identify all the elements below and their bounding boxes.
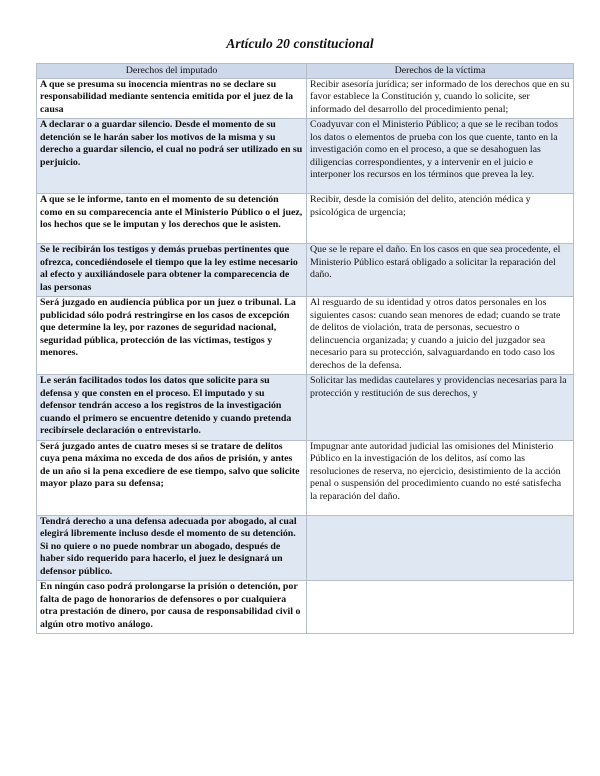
imputado-right-cell: Se le recibirán los testigos y demás pruebas pertinentes que ofrezca, concediéndosele el tiempo que la ley estime necesario al efecto y auxiliándosele para obtener la comparecencia de las personas <box>37 244 307 297</box>
table-row <box>37 297 574 375</box>
victima-right-cell <box>307 581 574 634</box>
imputado-right-cell: Tendrá derecho a una defensa adecuada por abogado, al cual elegirá libremente incluso desde el momento de su detención. Si no quiere o no puede nombrar un abogado, después de haber sido requerido para hacerlo, el juez le designará un defensor público. <box>37 515 307 581</box>
table-header-row <box>37 64 574 79</box>
document-title: Artículo 20 constitucional <box>226 36 374 51</box>
header-imputado: Derechos del imputado <box>37 64 307 79</box>
victima-right-cell: Recibir, desde la comisión del delito, atención médica y psicológica de urgencia; <box>307 194 574 244</box>
victima-right-cell: Que se le repare el daño. En los casos en que sea procedente, el Ministerio Público estará obligado a solicitar la reparación del daño. <box>307 244 574 297</box>
victima-right-cell: Coadyuvar con el Ministerio Público; a que se le reciban todos los datos o elementos de prueba con los que cuente, tanto en la investigación como en el proceso, a que se desahoguen las diligencias correspondientes, y a intervenir en el juicio e interponer los recursos en los términos que prevea la ley. <box>307 119 574 194</box>
imputado-right-cell: A declarar o a guardar silencio. Desde el momento de su detención se le harán saber los motivos de la misma y su derecho a guardar silencio, el cual no podrá ser utilizado en su perjuicio. <box>37 119 307 194</box>
imputado-right-cell: En ningún caso podrá prolongarse la prisión o detención, por falta de pago de honorarios de defensores o por cualquiera otra prestación de dinero, por causa de responsabilidad civil o algún otro motivo análogo. <box>37 581 307 634</box>
victima-right-cell: Solicitar las medidas cautelares y providencias necesarias para la protección y restitución de sus derechos, y <box>307 375 574 441</box>
imputado-right-cell: Será juzgado antes de cuatro meses si se tratare de delitos cuya pena máxima no exceda de dos años de prisión, y antes de un año si la pena excediere de ese tiempo, salvo que solicite mayor plazo para su defensa; <box>37 440 307 515</box>
imputado-right-cell: A que se presuma su inocencia mientras no se declare su responsabilidad mediante sentencia emitida por el juez de la causa <box>37 78 307 119</box>
imputado-right-cell: Le serán facilitados todos los datos que solicite para su defensa y que consten en el proceso. El imputado y su defensor tendrán acceso a los registros de la investigación cuando el primero se encuentre detenido y cuando pretenda recibírsele declaración o entrevistarlo. <box>37 375 307 441</box>
table-row <box>37 515 574 581</box>
victima-right-cell: Recibir asesoría jurídica; ser informado de los derechos que en su favor establece la Constitución y, cuando lo solicite, ser informado del desarrollo del procedimiento penal; <box>307 78 574 119</box>
rights-table <box>36 63 574 634</box>
victima-right-cell <box>307 515 574 581</box>
header-victima: Derechos de la víctima <box>307 64 574 79</box>
table-row <box>37 194 574 244</box>
imputado-right-cell: Será juzgado en audiencia pública por un juez o tribunal. La publicidad sólo podrá restringirse en los casos de excepción que determine la ley, por razones de seguridad nacional, seguridad pública, protección de las víctimas, testigos y menores. <box>37 297 307 375</box>
table-row <box>37 244 574 297</box>
table-row <box>37 375 574 441</box>
victima-right-cell: Al resguardo de su identidad y otros datos personales en los siguientes casos: cuando sean menores de edad; cuando se trate de delitos de violación, trata de personas, secuestro o delincuencia organizada; y cuando a juicio del juzgador sea necesario para su protección, salvaguardando en todo caso los derechos de la defensa. <box>307 297 574 375</box>
imputado-right-cell: A que se le informe, tanto en el momento de su detención como en su comparecencia ante el Ministerio Público o el juez, los hechos que se le imputan y los derechos que le asisten. <box>37 194 307 244</box>
table-row <box>37 581 574 634</box>
table-row <box>37 440 574 515</box>
table-row <box>37 78 574 119</box>
table-row <box>37 119 574 194</box>
victima-right-cell: Impugnar ante autoridad judicial las omisiones del Ministerio Público en la investigación de los delitos, así como las resoluciones de reserva, no ejercicio, desistimiento de la acción penal o suspensión del procedimiento cuando no esté satisfecha la reparación del daño. <box>307 440 574 515</box>
